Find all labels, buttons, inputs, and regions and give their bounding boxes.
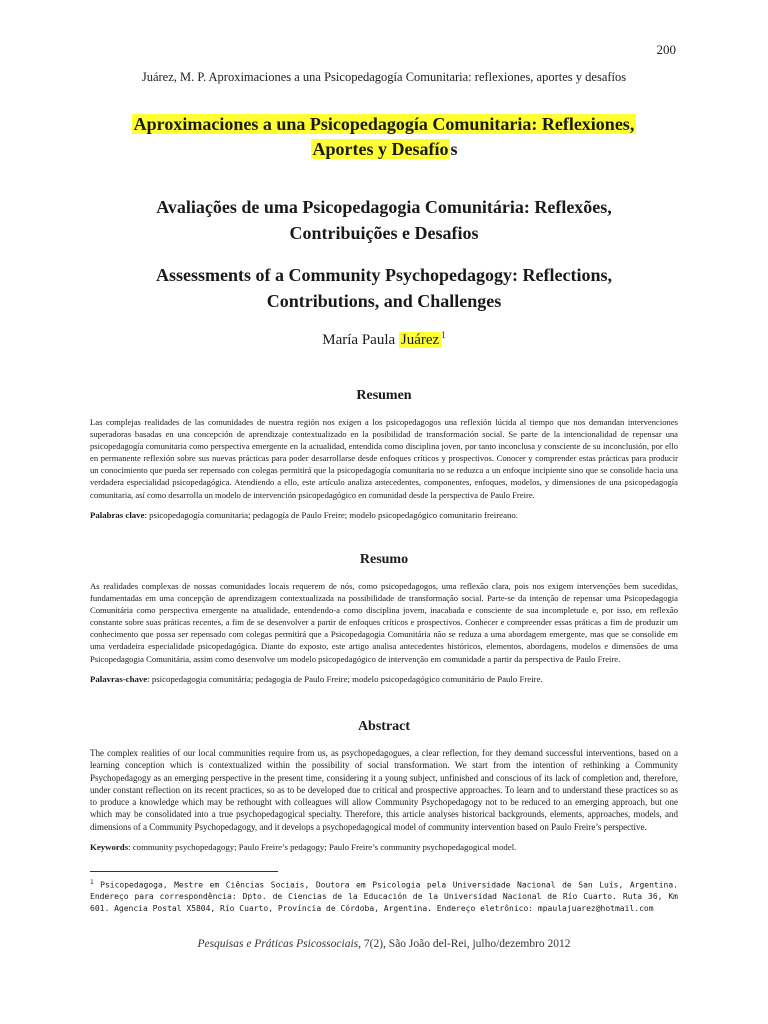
title-english — [90, 262, 678, 314]
resumo-keywords — [90, 673, 678, 685]
journal-issue: (2) — [369, 938, 384, 950]
resumo-keywords-list: : psicopedagogia comunitária; pedagogia de Paulo Freire; modelo psicopedagógico comunitário de Paulo Freire. — [147, 673, 543, 684]
resumo-heading: Resumo — [359, 552, 409, 567]
abstract-keywords-list: : community psychopedagogy; Paulo Freire’s pedagogy; Paulo Freire’s community psychopedagogical model. — [128, 842, 517, 853]
title-portuguese — [90, 194, 678, 246]
title-spanish-line2-highlight: Aportes y Desafío — [312, 139, 449, 159]
journal-name: Pesquisas e Práticas Psicossociais — [197, 938, 359, 950]
resumen-keywords-list: : psicopedagogía comunitaria; pedagogía de Paulo Freire; modelo psicopedagógico comunitario freireano. — [144, 509, 518, 520]
footnote-rule — [90, 871, 278, 872]
title-spanish — [90, 112, 678, 162]
journal-place-date: , São João del-Rei, julho/dezembro 2012 — [383, 938, 571, 950]
resumen-section — [90, 388, 678, 521]
page-number: 200 — [656, 42, 676, 57]
resumen-heading: Resumen — [356, 388, 412, 403]
journal-footer — [0, 938, 768, 950]
title-portuguese-line2: Contribuições e Desafios — [289, 223, 479, 243]
title-block — [90, 112, 678, 314]
author-last-name: Juárez — [400, 332, 440, 348]
abstract-text: The complex realities of our local communities require from us, as psychopedagogues, a clear reflection, for they demand successful interventions, based on a learning conception which is contextualized within the possibility of social transformation. We start from the intention of rethinking a Community Psychopedagogy as an emerging perspective in the present time, considering it a young subject, unfinished and conscious of its lack of completion and, therefore, under constant reflection on its recent practices, so as to be developed due to critical and prospective approaches. To learn and to understand these practices so as to produce a knowledge which may be rethought with colleagues will allow Community Psychopedagogy not to be reduced to an emerging approach, but one which may be consolidated into a true psychopedagogical specialty. Therefore, this article analyses historical backgrounds, elements, approaches, models, and dimensions of a Community Psychopedagogy, and it develops a psychopedagogical model of community intervention based on Paulo Freire’s perspective. — [90, 748, 678, 832]
resumen-keywords-label: Palabras clave — [90, 509, 145, 520]
resumen-keywords — [90, 509, 678, 521]
abstract-keywords-label: Keywords — [90, 842, 129, 853]
resumo-text: As realidades complexas de nossas comunidades locais requerem de nós, como psicopedagogos, uma reflexão clara, pois nos exigem intervenções bem sucedidas, fundamentadas em uma concepção de aprendizagem contextualizada na possibilidade de transformação social. Parte-se da intenção de repensar uma Psicopedagogia Comunitária como perspectiva emergente na atualidade, entendendo-a como disciplina jovem, inacabada e consciente de sua incompletude e, por isso, em reflexão constante sobre suas práticas recentes, a fim de se desenvolver a partir de enfoques críticos e prospectivos. Conhecer e compreender essas práticas a fim de produzir um conhecimento que possa ser repensado com colegas permitirá que a Psicopedagogia Comunitária não se reduza a uma abordagem emergente, mas que se consolide em uma verdadeira especialidade psicopedagógica. Diante do exposto, este artigo analisa antecedentes históricos, elementos, abordagens, modelos e dimensões de uma Psicopedagogia Comunitária, assim como desenvolve um modelo psicopedagógico de intervenção em comunidade a partir da perspectiva de Paulo Freire. — [90, 581, 678, 664]
title-portuguese-line1: Avaliações de uma Psicopedagogia Comunitária: Reflexões, — [156, 197, 612, 217]
abstract-section — [90, 719, 678, 853]
resumo-keywords-label: Palavras-chave — [90, 673, 148, 684]
title-english-line2: Contributions, and Challenges — [266, 291, 502, 311]
title-spanish-line1: Aproximaciones a una Psicopedagogía Comunitaria: Reflexiones, — [133, 114, 635, 134]
title-spanish-line2-tail: s — [450, 139, 458, 159]
abstract-keywords — [90, 841, 678, 853]
resumo-section — [90, 552, 678, 685]
author-footnote-marker: 1 — [441, 330, 446, 340]
running-head: Juárez, M. P. Aproximaciones a una Psicopedagogía Comunitaria: reflexiones, aportes y desafíos — [141, 70, 627, 84]
title-english-line1: Assessments of a Community Psychopedagogy: Reflections, — [156, 265, 612, 285]
journal-volume: , 7 — [358, 938, 370, 950]
abstract-heading: Abstract — [357, 719, 411, 734]
footnote — [90, 877, 678, 914]
resumen-text: Las complejas realidades de las comunidades de nuestra región nos exigen a los psicopedagogos una reflexión lúcida al tiempo que nos demandan intervenciones superadoras basadas en una concepción de aprendizaje contextualizado en la posibilidad de transformación social. Se parte de la intencionalidad de repensar una psicopedagogía comunitaria como perspectiva emergente en la actualidad, entendida como disciplina joven, por tanto inconclusa y consciente de su inconclusión, por ello en permanente reflexión sobre sus nuevas prácticas para poder desarrollarse desde enfoques críticos y prospectivos. Conocer y comprender estas prácticas para producir un conocimiento que pueda ser repensado con colegas permitirá que la psicopedagogía comunitaria no se reduzca a un enfoque incipiente sino que se consolide hacia una verdadera especialidad psicopedagógica. Atendiendo a ello, este artículo analiza antecedentes, componentes, enfoques, modelos, y dimensiones de una psicopedagogía comunitaria, así como desarrolla un modelo de intervención psicopedagógico en comunidad desde la perspectiva de Paulo Freire. — [90, 417, 678, 500]
author-first-name: María Paula — [322, 332, 399, 348]
author-line — [0, 330, 768, 349]
footnote-marker: 1 — [90, 879, 94, 886]
footnote-text: Psicopedagoga, Mestre em Ciências Sociais, Doutora em Psicologia pela Universidade Nacional de San Luís, Argentina. Endereço para correspondência: Dpto. de Ciencias de la Educación de la Universidad Nacional de Río Cuarto. Ruta 36, Km 601. Agencia Postal X5804, Río Cuarto, Província de Córdoba, Argentina. Endereço eletrônico: mpaulajuarez@hotmail.com — [90, 880, 678, 913]
